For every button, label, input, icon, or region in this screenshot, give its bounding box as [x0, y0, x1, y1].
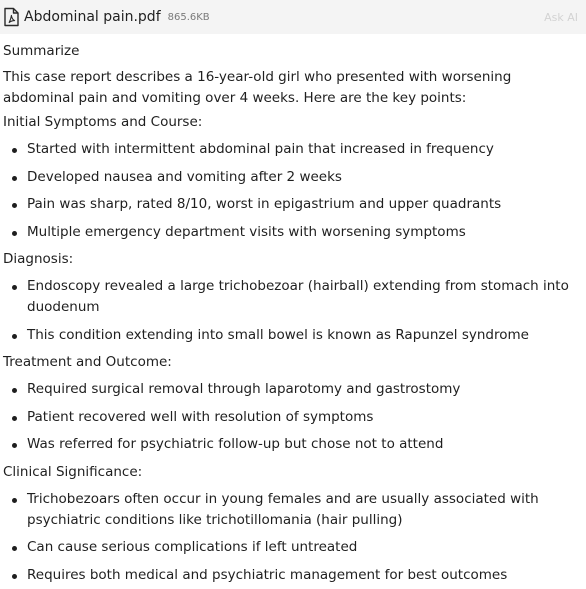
section-heading: Treatment and Outcome: [3, 349, 583, 376]
section-heading: Initial Symptoms and Course: [3, 109, 583, 136]
section-initial-symptoms [3, 109, 583, 246]
list-item [3, 322, 583, 350]
list-item [3, 534, 583, 562]
list-item [3, 136, 583, 164]
bullet-icon [12, 443, 17, 448]
user-prompt: Summarize [3, 40, 583, 62]
list-item [3, 164, 583, 192]
list-item-text: Trichobezoars often occur in young females and are usually associated with psychiatric conditions like trichotillomania (hair pulling) [27, 491, 539, 528]
file-name[interactable]: Abdominal pain.pdf [24, 9, 161, 25]
bullet-icon [12, 203, 17, 208]
summary-content [3, 40, 583, 589]
list-item [3, 404, 583, 432]
list-item-text: This condition extending into small bowel is known as Rapunzel syndrome [27, 327, 529, 343]
summary-intro: This case report describes a 16-year-old girl who presented with worsening abdominal pain and vomiting over 4 weeks. Here are the key points: [3, 67, 583, 109]
section-heading: Diagnosis: [3, 246, 583, 273]
attached-file-bar[interactable] [0, 0, 586, 34]
bullet-icon [12, 176, 17, 181]
list-item [3, 191, 583, 219]
bullet-icon [12, 285, 17, 290]
section-heading: Clinical Significance: [3, 459, 583, 486]
bullet-icon [12, 416, 17, 421]
list-item [3, 486, 583, 535]
section-clinical-significance [3, 459, 583, 589]
list-item-text: Developed nausea and vomiting after 2 weeks [27, 169, 342, 185]
pdf-file-icon [3, 7, 20, 27]
list-item-text: Patient recovered well with resolution of symptoms [27, 409, 373, 425]
section-treatment-outcome [3, 349, 583, 459]
list-item-text: Started with intermittent abdominal pain that increased in frequency [27, 141, 494, 157]
list-item-text: Requires both medical and psychiatric management for best outcomes [27, 567, 507, 583]
list-item [3, 431, 583, 459]
bullet-icon [12, 334, 17, 339]
bullet-icon [12, 388, 17, 393]
bullet-icon [12, 148, 17, 153]
bullet-list [3, 273, 583, 349]
bullet-icon [12, 498, 17, 503]
bullet-icon [12, 231, 17, 236]
list-item-text: Multiple emergency department visits with worsening symptoms [27, 224, 466, 240]
list-item [3, 562, 583, 589]
bullet-icon [12, 546, 17, 551]
list-item [3, 219, 583, 247]
list-item-text: Endoscopy revealed a large trichobezoar (hairball) extending from stomach into duodenum [27, 278, 569, 315]
bullet-list [3, 486, 583, 589]
list-item [3, 376, 583, 404]
ask-ai-button[interactable]: Ask AI [544, 11, 578, 24]
list-item-text: Required surgical removal through laparotomy and gastrostomy [27, 381, 460, 397]
list-item-text: Was referred for psychiatric follow-up but chose not to attend [27, 436, 443, 452]
list-item [3, 273, 583, 322]
list-item-text: Can cause serious complications if left untreated [27, 539, 357, 555]
section-diagnosis [3, 246, 583, 349]
list-item-text: Pain was sharp, rated 8/10, worst in epigastrium and upper quadrants [27, 196, 501, 212]
bullet-icon [12, 574, 17, 579]
bullet-list [3, 376, 583, 459]
bullet-list [3, 136, 583, 246]
file-size: 865.6KB [168, 12, 210, 23]
